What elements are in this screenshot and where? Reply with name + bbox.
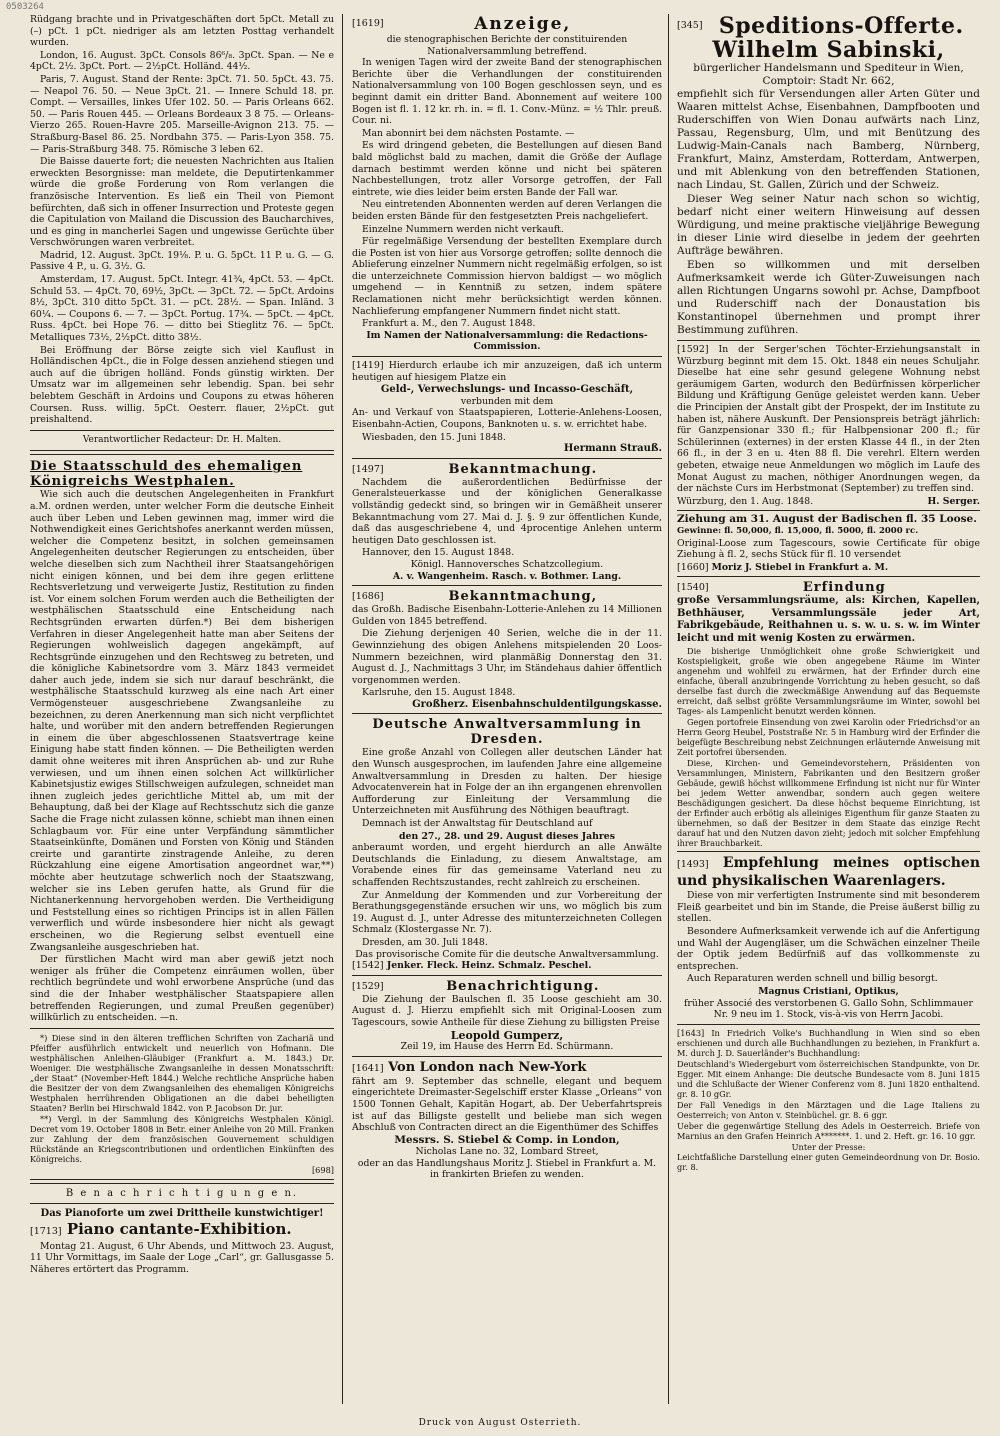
ad-paragraph: Gegen portofreie Einsendung von zwei Karolin oder Friedrichsd'or an Herrn Georg Heubel, Poststraße Nr. 5 in Hamburg wird der Erfinder die beigefügte Beschreibung nebst Zeichnungen erläuternde Anweisung mit Zeit portofrei übersenden. <box>677 717 980 758</box>
ad-title: Anzeige, <box>474 14 572 34</box>
ad-ref: [1713] <box>30 1225 62 1237</box>
ad-date: Wiesbaden, den 15. Juni 1848. <box>362 431 506 443</box>
ad-paragraph: In wenigen Tagen wird der zweite Band der stenographischen Berichte über die Verhandlungen der constituirenden Nationalversammlung von 100 Bogen geschlossen seyn, und es beginnt damit ein dritter Band. Abonnement auf weitere 100 Bogen ist fl. 1. 12 kr. rh. in. = fl. 1. Conv.-Münz. = ½ Thlr. preuß. Cour. ni. <box>352 57 662 127</box>
editor-line: Verantwortlicher Redacteur: Dr. H. Malten. <box>82 434 282 445</box>
ad-signature: Moriz J. Stiebel in Frankfurt a. M. <box>711 561 889 573</box>
ad-title: Von London nach New-York <box>388 1059 587 1075</box>
ad-paragraph: das Großh. Badische Eisenbahn-Lotterie-Anlehen zu 14 Millionen Gulden von 1845 betreffend. <box>352 604 662 627</box>
column-rule-right <box>668 14 669 1404</box>
ad-paragraph: Nachdem die außerordentlichen Bedürfnisse der Generalsteuerkasse und der königlichen Generalkasse vollständig gedeckt sind, so bringen wir in Gemäßheit unserer Bekanntmachung vom 27. Mai d. J. §. 9 zur öffentlichen Kunde, daß das ausgeschriebene 4, und 4procentige Anlehen unterm heutigen Dato geschlossen ist. <box>352 476 662 546</box>
ad-intro: In Friedrich Volke's Buchhandlung in Wien sind so eben erschienen und durch alle Buchhandlungen zu beziehen, in Frankfurt a. M. durch J. D. Sauerländer's Buchhandlung: <box>677 1027 980 1058</box>
ad-signature: Jenker. Fleck. Heinz. Schmalz. Peschel. <box>386 960 592 972</box>
ad-serger <box>677 340 980 507</box>
ad-institution: Königl. Hannoversches Schatzcollegium. <box>410 558 604 570</box>
ad-paragraph: Zur Anmeldung der Kommenden und zur Vorbereitung der Berathungsgegenstände ersuchen wir uns, wo möglich bis zum 19. August d. J., unter Adresse des mitunterzeichneten Collegen Schmalz (Klostergasse Nr. 7). <box>352 889 662 936</box>
column-right <box>677 14 980 1409</box>
article-title: Die Staatsschuld des ehemaligen Königreichs Westphalen. <box>30 459 303 490</box>
ad-address: Nicholas Lane no. 32, Lombard Street, <box>415 1146 599 1158</box>
ad-hanover <box>352 458 662 582</box>
divider <box>30 430 334 431</box>
ad-paragraph: Auch Reparaturen werden schnell und billig besorgt. <box>687 973 938 985</box>
divider <box>30 1028 334 1029</box>
piano-kicker: Das Pianoforte um zwei Drittheile kunstwichtiger! <box>40 1208 324 1220</box>
ad-paragraph: Die Ziehung der Baulschen fl. 35 Loose geschieht am 30. August d. J. Hierzu empfiehlt sich mit Original-Loosen zum Tagescours, sowie Antheile für diese Ziehung zu billigsten Preise <box>352 993 662 1028</box>
column-middle <box>352 14 662 1409</box>
ad-title: Bekanntmachung. <box>448 461 598 477</box>
ad-lawyers <box>352 713 662 971</box>
footnote: **) Vergl. in der Sammlung des Königreichs Westphalen Königl. Decret vom 19. October 1808 in Betr. einer Anleihe von 20 Mill. Franken zur Zahlung der dem französischen Gouvernement schuldigen Rückstände an Kriegscontributionen und ordentlichen Einkünften des Königreichs. <box>30 1113 334 1164</box>
footnote-ref: [698] <box>311 1164 334 1175</box>
ad-paragraph: An- und Verkauf von Staatspapieren, Lotterie-Anlehens-Loosen, Eisenbahn-Actien, Coupons, Banknoten u. s. w. errichtet habe. <box>352 407 662 430</box>
ad-baden-lottery <box>352 585 662 710</box>
ad-paragraph: Diese von mir verfertigten Instrumente sind mit besonderem Fleiß gearbeitet und bin im Stande, die Preise äußerst billig zu stellen. <box>677 890 980 925</box>
ad-signature: Hermann Strauß. <box>563 443 662 455</box>
ad-agent: oder an das Handlungshaus Moritz J. Stiebel in Frankfurt a. M. in frankirten Briefen zu wenden. <box>357 1157 657 1181</box>
ad-baden-draw <box>677 510 980 573</box>
ad-optical <box>677 851 980 1021</box>
ad-ref: [1686] <box>352 591 384 603</box>
ad-stenographic <box>352 14 662 353</box>
ad-date: Karlsruhe, den 15. August 1848. <box>362 687 516 699</box>
ad-title: Bekanntmachung, <box>448 589 598 605</box>
section-header: B e n a c h r i c h t i g u n g e n. <box>65 1187 299 1199</box>
book-entry: Der Fall Venedigs in den Märztagen und die Lage Italiens zu Oesterreich; von Anton v. Steinbüchel. gr. 8. 6 ggr. <box>677 1099 980 1120</box>
ad-paragraph: Das provisorische Comite für die deutsche Anwaltversammlung. <box>355 948 659 960</box>
ad-address: früher Associé des verstorbenen G. Gallo Sohn, Schlimmauer Nr. 9 neu im 1. Stock, vis-à-vis von Herrn Jacobi. <box>683 997 973 1021</box>
footnotes <box>30 1033 334 1175</box>
market-paragraph: Die Baisse dauerte fort; die neuesten Nachrichten aus Italien erweckten Besorgnisse: man meldete, die Deputirtenkammer würde die große Forderung von Rom verlangen die französische Intervention. Es ließ ein Theil von Piemont befürchten, daß sich in offener Insurrection und Proteste gegen die Capitulation von Mailand die Discussion des Baucharchives, und es ging in mancherlei Sagen und ungewisse Gerüchte über Verschwörungen waren verbreitet. <box>30 156 334 249</box>
ad-date: Frankfurt a. M., den 7. August 1848. <box>362 318 536 330</box>
ad-sabinski <box>677 14 980 337</box>
market-paragraph: London, 16. August. 3pCt. Consols 86⁶/₈. 3pCt. Span. — Ne e 4pCt. 2½. 3pCt. Port. — 2½pCt. Holländ. 44½. <box>30 49 334 73</box>
piano-body: Montag 21. August, 6 Uhr Abends, und Mittwoch 23. August, 11 Uhr Vormittags, im Saale der Loge „Carl“, gr. Gallusgasse 5. Näheres ertörtert das Programm. <box>30 1240 334 1276</box>
ad-highlight: den 27., 28. und 29. August dieses Jahres <box>399 830 615 842</box>
ad-paragraph: Für regelmäßige Versendung der bestellten Exemplare durch die Posten ist von hier aus Vorsorge getroffen; sollte dennoch die Ablieferung einzelner Nummern nicht regelmäßig erfolgen, so ist die unterzeichnete Commission hiervon baldigst — wo möglich umgehend — in Kenntniß zu setzen, indem spätere Reclamationen nicht mehr berücksichtigt werden können. Nachlieferung empfangener Nummern findet nicht statt. <box>352 236 662 317</box>
article-paragraph: Wie sich auch die deutschen Angelegenheiten in Frankfurt a.M. ordnen werden, unter welcher Form die deutsche Einheit auch über Leben und Leben gewinnen mag, immer wird die Nothwendigkeit eines Gerichtshofes anerkannt werden müssen, welcher die Competenz besitzt, in solchen gemeinsamen Angelegenheiten deutscher Regierungen zu entscheiden, über welche dieselben sich zum Nachtheil ihrer Staatsangehörigen nicht einigen können, und bei dem ihre gegen erlittene Rechtsverletzung und verweigerte Justiz, Restitution zu finden ist. Vor einem solchen Forum werden auch die Betheiligten der westphälischen Staatsschuld eine Entscheidung nach Rechtsgründen erwarten dürfen.*) Bei dem bisherigen Verfahren in dieser Angelegenheit hatte man aber Seitens der Regierungen wohlweislich dagegen angekämpft, auf Rechtsgründe einzugehen und den Rechtsweg zu betreten, und die königliche Kabinetsordre vom 3. März 1843 vermeidet daher auch jede, indem sie sich nur darauf beschränkt, die westphälische Staatsschuld kurzweg als eine nach Art einer Vermögensteuer ausgeschriebene Zwangsanleihe zu bezeichnen, zu deren Anerkennung man sich nicht verpflichtet halte, und worüber mit den andern betreffenden Regierungen in einem die über abgeschlossenen Staatsvertrage keine Einigung habe statt finden können. — Die Betheiligten werden damit ohne weiteres mit ihren Ansprüchen ab- und zur Ruhe verwiesen, und um ihnen einen solchen Act willkürlicher Kabinetsjustiz ewiges Stillschweigen aufzulegen, schneidet man ihnen zugleich jedes gerichtliche Mittel ab, um mit der Behauptung, daß bei der Klage auf Rechtsschutz sich die ganze Sache die Frage nicht zulassen könne, schiebt man ihnen einen Schlagbaum vor. Für eine unter Verpfändung sämmtlicher Staatseinkünfte, Domänen und Forsten von König und Ständen creirte und garantirte zinstragende Anleihe, zu deren Rückzahlung eine eigene Amortisation angeordnet war,**) möchte aber heutzutage schwerlich noch der Staatszwang, welcher sie ins Leben gerufen hatte, als Grund für die Nichtanerkennung hervorgehoben werden. Die Vertheidigung und Feststellung eines so richtigen Princips ist in allen Fällen verwerflich und würde insbesondere hier nicht als gewagt erscheinen, wo die Regierung selbst eventuell eine Zwangsanleihe ausgeschrieben hat. <box>30 489 334 953</box>
ad-paragraph: Neu eintretenden Abonnenten werden auf deren Verlangen die beiden ersten Bände für den festgesetzten Preis nachgeliefert. <box>352 199 662 222</box>
ad-business: Geld-, Verwechslungs- und Incasso-Geschäft, <box>380 384 634 396</box>
ad-role: bürgerlicher Handelsmann und Spediteur in Wien, Comptoir: Stadt Nr. 662, <box>693 62 964 87</box>
ad-signature: Im Namen der Nationalversammlung: die Redactions-Commission. <box>366 329 648 353</box>
footnote: *) Diese sind in den älteren trefflichen Schriften von Zachariä und Pfeiffer ausführlich entwickelt und neuerlich von Hofmann. Die westphälischen Anleihen-Gläubiger (Frankfurt a. M. 1843.) Dr. Woeniger. Die westphälische Zwangsanleihe in dessen Monatsschrift: „der Staat“ (November-Heft 1844.) Welche rechtliche Ansprüche haben die Besitzer der von dem Zwangsanleihen des ehemaligen Königreichs Westphalen herrührenden Obligationen an die dabei beheiligten Staaten? Berlin bei Hirschwald 1842. von P. Jacobson Dr. jur. <box>30 1032 334 1113</box>
ad-paragraph: Besondere Aufmerksamkeit verwende ich auf die Anfertigung und Wahl der Augengläser, um die Schwächen einzelner Theile der Optik jedem Bedürfniß auf das vollkommenste zu entsprechen. <box>677 926 980 972</box>
ad-signature: H. Serger. <box>927 495 980 507</box>
ad-address: Zeil 19, im Hause des Herrn Ed. Schürmann. <box>400 1041 614 1053</box>
ad-ref: [1641] <box>352 1062 384 1074</box>
ad-paragraph: Es wird dringend gebeten, die Bestellungen auf diesen Band bald möglichst bald zu machen, damit die Größe der Auflage darnach bestimmt werden könne und nicht bei späteren Nachbestellungen, trotz aller Vorsorge getroffen, der Fall eintrete, wie dies leider beim ersten Bande der Fall war. <box>352 140 662 198</box>
market-paragraph: Amsterdam, 17. August. 5pCt. Integr. 41¾, 4pCt. 53. — 4pCt. Schuld 53. — 4pCt. 70, 69½, 3pCt. — 3pCt. 72. — 5pCt. Ardoins 8½, 3pCt. 310 ditto 5pCt. 31. — pCt. 28½. — Span. Inländ. 3 60¼. — Coupons 6. — 7. — 3pCt. Portug. 17¾. — 5pCt. — 4pCt. Russ. 4pCt. bei Hope 76. — ditto bei Stieglitz 76. — 5pCt. Metalliques 73½, 2½pCt. ditto 38½. <box>30 274 334 344</box>
ad-signature: Magnus Cristiani, Optikus, <box>758 986 899 998</box>
ad-ref: [1493] <box>677 859 709 871</box>
piano-title: Piano cantante-Exhibition. <box>66 1219 292 1238</box>
ad-ref: [1542] <box>352 960 384 972</box>
book-entry: Deutschland's Wiedergeburt vom österreichischen Standpunkte, von Dr. Egger. Mit einem Anhange: Die deutsche Bundesacte vom 8. Juni 1815 und die Schlußacte der Wiener Conferenz vom 8. Juni 1820 enthaltend. gr. 8. 10 gGr. <box>677 1058 980 1099</box>
article-body <box>30 489 334 1023</box>
ad-title: Benachrichtigung. <box>446 978 600 994</box>
ad-date: Hannover, den 15. August 1848. <box>362 547 515 559</box>
ad-ref: [1592] <box>677 344 709 355</box>
ad-intro: Hierdurch erlaube ich mir anzuzeigen, daß ich unterm heutigen auf hiesigem Platze ein <box>352 360 662 383</box>
ad-paragraph: Dieser Weg seiner Natur nach schon so wichtig, bedarf nicht einer weitern Hinweisung auf dessen Würdigung, und meine praktische vieljährige Bewegung in dieser Linie wird dieselbe in jedem der geehrten Aufträge bewähren. <box>677 193 980 257</box>
ad-ref: [1619] <box>352 18 384 29</box>
ad-title: Speditions-Offerte. <box>718 14 964 39</box>
book-entry: Leichtfaßliche Darstellung einer guten Gemeindeordnung von Dr. Bosio. gr. 8. <box>677 1151 980 1172</box>
ad-ref: [1497] <box>352 463 384 475</box>
ad-connected: verbunden mit dem <box>460 395 554 407</box>
market-report <box>30 14 334 426</box>
article-paragraph: Der fürstlichen Macht wird man aber gewiß jetzt noch weniger als früher die Competenz einräumen wollen, über rechtlich begründete und wohl erworbene Ansprüche (und das sind die der Inhaber westphälischer Staatspapiere allen betreffenden Regierungen, und zumal Preußen gegenüber) willkürlich zu entscheiden. —n. <box>30 954 334 1024</box>
ad-heating-invention <box>677 576 980 848</box>
ad-ref: [1643] <box>677 1027 705 1038</box>
ad-firm: Messrs. S. Stiebel & Comp. in London, <box>394 1133 620 1146</box>
ad-paragraph: In der Serger'schen Töchter-Erziehungsanstalt in Würzburg beginnt mit dem 15. Okt. 1848 ein neues Schuljahr. Dieselbe hat eine sehr gesund gelegene Wohnung nebst geräumigem Garten, wodurch den Bedürfnissen körperlicher Bildung und Kräftigung Genüge geleistet werden kann. Ueber die Principien der Anstalt gibt der Prospekt, der im Institute zu haben ist, nähere Auskunft. Der Pensionspreis beträgt jährlich: für Ganzpensionar 330 fl.; für Halbpensionar 200 fl.; für Schülerinnen (externes) in der ersten Klasse 44 fl., in der 2ten 66 fl., in der 3 en u. 4ten 88 fl. Die verehrl. Eltern werden gebeten, etwaige neue Anmeldungen wo möglich im Laufe des Monat August zu machen, nöthiger Anordnungen wegen, da der nächste Curs im Herbstmonat (September) zu treffen sind. <box>677 344 980 495</box>
ad-ref: [1419] <box>352 360 384 372</box>
divider <box>30 450 334 455</box>
ad-signature: Leopold Gumperz, <box>450 1028 564 1042</box>
ad-new-york <box>352 1056 662 1181</box>
book-entry: Ueber die gegenwärtige Stellung des Adels in Oesterreich. Briefe von Marnius an den Grafen Heinrich A*******. 1. und 2. Heft. gr. 16. 10 ggr. <box>677 1120 980 1141</box>
ad-paragraph: Die bisherige Unmöglichkeit ohne große Schwierigkeit und Kostspieligkeit, große wie oben angegebene Räume im Winter angenehm und wohlfeil zu erwärmen, hat der Erfinder durch eine einfache, überall anzubringende Vorrichtung zu heben gesucht, so daß derselbe fast durch die zweckmäßige Anwendung auf das Bequemste erreicht, daß selbst größte Versammlungsräume im Winter, sowohl bei Tages- als Lampenlicht benutzt werden können. <box>677 646 980 717</box>
ad-paragraph: Eben so willkommen und mit derselben Aufmerksamkeit werde ich Güter-Zuweisungen nach allen Richtungen Ungarns sowohl pr. Achse, Dampfboot und Ruderschiff nach der Donaustation bis Konstantinopel übernehmen und prompt ihrer Bestimmung zuführen. <box>677 259 980 336</box>
column-left <box>30 14 334 1409</box>
divider <box>30 1179 334 1184</box>
ad-ref: [345] <box>677 20 703 31</box>
ad-title: Ziehung am 31. August der Badischen fl. 35 Loose. <box>677 513 977 526</box>
ad-date: Dresden, am 30. Juli 1848. <box>362 936 488 948</box>
ad-paragraph: Diese, Kirchen- und Gemeindevorstehern, Präsidenten von Versammlungen, Ministern, Fabrikanten und den Besitzern großer Gebäude, gewiß höchst willkommene Erfindung ist nicht nur für Winter bei jedem Wetter anwendbar, sondern auch gegen weitere Beschädigungen gesichert. Da diese höchst bequeme Einrichtung, ist der Erfinder auch erbötig als alleiniges Eigenthum für ganze Staaten zu übernehmen, so daß der Besitzer in dem Staate das einzige Recht darauf hat und den Nutzen davon zieht; jedoch mit solcher Empfehlung ihrer Brauchbarkeit. <box>677 758 980 849</box>
ad-paragraph: Man abonnirt bei dem nächsten Postamte. — <box>362 127 575 139</box>
ad-prizes: Gewinne: fl. 50,000, fl. 15,000, fl. 5000, fl. 2000 rc. <box>677 525 919 536</box>
ad-paragraph: empfiehlt sich für Versendungen aller Arten Güter und Waaren mittelst Achse, Eisenbahnen, Dampfbooten und Ruderschiffen von Wien Donau aufwärts nach Linz, Passau, Regensburg, Ulm, und mit Benützung des Ludwig-Main-Canals nach Bamberg, Nürnberg, Frankfurt, Mainz, Amsterdam, Rotterdam, Antwerpen, und mit Ablenkung von den betreffenden Stationen, nach Lindau, St. Gallen, Zürich und der Schweiz. <box>677 88 980 191</box>
market-paragraph: Bei Eröffnung der Börse zeigte sich viel Kauflust in Holländischen 4pCt., die in Folge dessen anziehend stiegen und auch auf die übrigen holländ. Fonds günstig wirkten. Der Umsatz war im allgemeinen sehr lebendig. Span. bei sehr belebtem Geschäft in Ardoins und Coupons zu etwas höheren Coursen. Russ. willig. 5pCt. Oesterr. flauer, 2½pCt. gut preishaltend. <box>30 344 334 426</box>
ad-title: Empfehlung meines optischen und physikalischen Waarenlagers. <box>677 855 980 890</box>
market-paragraph: Madrid, 12. August. 3pCt. 19⅛. P. u. G. 5pCt. 11 P. u. G. — G. Passive 4 P., u. G. 3½. G. <box>30 249 334 273</box>
ad-lottery-gumperz <box>352 975 662 1053</box>
ad-title: Erfindung <box>802 580 886 596</box>
scan-id: 0503264 <box>6 2 44 12</box>
ad-title: Deutsche Anwaltversammlung in Dresden. <box>372 717 642 748</box>
ad-date: Würzburg, den 1. Aug. 1848. <box>677 495 814 507</box>
ad-name: Wilhelm Sabinski, <box>712 37 945 63</box>
ad-press-note: Unter der Presse: <box>791 1141 866 1152</box>
divider <box>30 1203 334 1204</box>
ad-paragraph: Original-Loose zum Tagescours, sowie Certificate für obige Ziehung à fl. 2, sechs Stück für fl. 10 versendet <box>677 537 980 561</box>
ad-paragraph: Demnach ist der Anwaltstag für Deutschland auf <box>362 818 593 830</box>
ad-ref: [1540] <box>677 582 709 594</box>
ad-signature: A. v. Wangenheim. Rasch. v. Bothmer. Lang. <box>392 570 622 582</box>
ad-ref: [1660] <box>677 561 709 573</box>
ad-signature: Großherz. Eisenbahnschuldentilgungskasse. <box>412 698 662 710</box>
ad-subtitle: die stenographischen Berichte der constituirenden Nationalversammlung betreffend. <box>386 34 628 57</box>
printer-footer: Druck von August Osterrieth. <box>418 1418 582 1428</box>
market-paragraph: Rüdgang brachte und in Privatgeschäften dort 5pCt. Metall zu (–) pCt. 1 pCt. niedriger als am letzten Posttag verhandelt wurden. <box>30 14 334 49</box>
ad-paragraph: Die Ziehung derjenigen 40 Serien, welche die in der 11. Gewinnziehung des obigen Anlehens mitspielenden 20 Loos-Nummern bezeichnen, wird planmäßig Donnerstag den 31. August d. J., Nachmittags 3 Uhr, im Ständehaus dahier öffentlich vorgenommen werden. <box>352 628 662 686</box>
ad-paragraph: anberaumt worden, und ergeht hierdurch an alle Anwälte Deutschlands die Einladung, zu diesem Anwaltstage, am Vorabende eines für das gemeinsame Vaterland neu zu schaffenden Rechtszustandes, recht zahlreich zu erscheinen. <box>352 842 662 888</box>
ad-ref: [1529] <box>352 980 384 992</box>
column-rule-left <box>342 14 343 1404</box>
ad-paragraph: fährt am 9. September das schnelle, elegant und bequem eingerichtete Dreimaster-Segelschiff erster Klasse „Orleans“ von 1500 Tonnen Gehalt, Kapitän Hogart, ab. Der Ueberfahrtspreis ist auf das Billigste gestellt und beliebe man sich wegen Abschluß von Contracten direct an die Eigenthümer des Schiffes <box>352 1075 662 1134</box>
market-paragraph: Paris, 7. August. Stand der Rente: 3pCt. 71. 50. 5pCt. 43. 75. — Neapol 76. 50. — Neue 3pCt. 21. — Innere Schuld 18. pr. Compt. — Versailles, linkes Ufer 102. 50. — Paris Orleans 662. 50. — Paris Rouen 445. — Orleans Bordeaux 3 8 75. — Orleans-Vierzo 265. Rouen-Havre 205. Marseille-Avignon 213. 75. — Straßburg-Basel 86. 25. Nordbahn 375. — Paris-Lyon 358. 75. — Paris-Straßburg 348. 75. Römische 3 leben 62. <box>30 73 334 155</box>
ad-exchange <box>352 356 662 455</box>
ad-paragraph: Einzelne Nummern werden nicht verkauft. <box>362 223 564 235</box>
ad-paragraph: Eine große Anzahl von Collegen aller deutschen Länder hat den Wunsch ausgesprochen, im laufenden Jahre eine allgemeine Anwaltversammlung in Dresden zu halten. Der hiesige Advocatenverein hat in Folge der an ihn ergangenen ehrenvollen Aufforderung zur Einleitung der Versammlung die Unterzeichneten mit Ausführung des Nöthigen beauftragt. <box>352 747 662 817</box>
ad-lead: große Versammlungsräume, als: Kirchen, Kapellen, Bethhäuser, Versammlungssäle jeder Art, Fabrikgebäude, Reithahnen u. s. w. u. s. w. im Winter leicht und mit wenig Kosten zu erwärmen. <box>677 595 980 644</box>
ad-books <box>677 1024 980 1172</box>
